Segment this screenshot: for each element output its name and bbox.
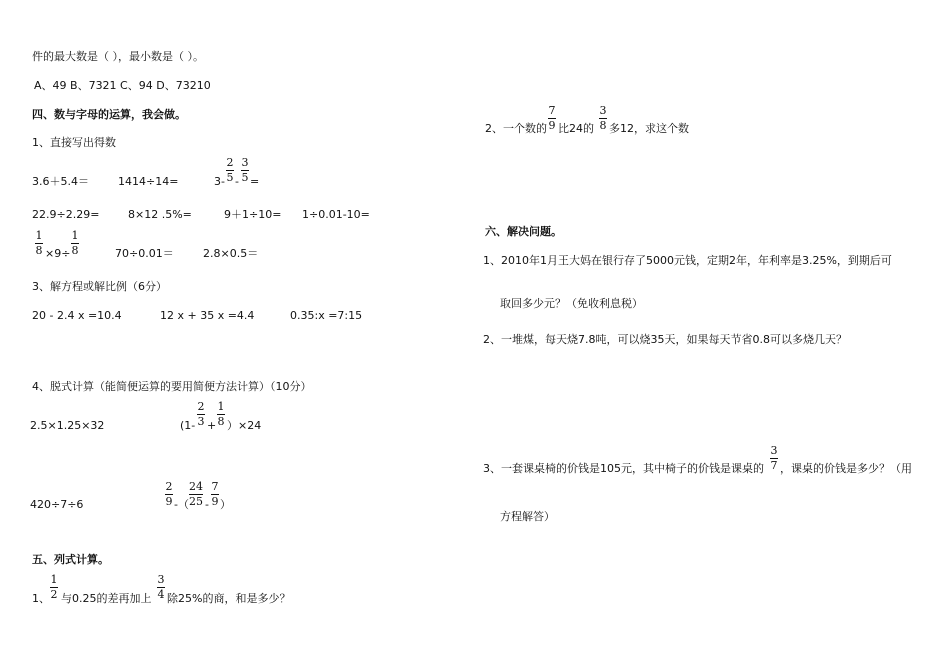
equation-1: 20 - 2.4 x =10.4 [32,309,122,322]
right-q2-mid: 比24的 [558,122,594,135]
choice-options: A、49 B、7321 C、94 D、73210 [34,79,211,92]
fraction-3-5: 3 5 [241,156,249,184]
calc-2-8-times-0-5: 2.8×0.5＝ [203,247,259,260]
right-q2-tail: 多12，求这个数 [609,122,689,135]
list-calc-1-mid: 与0.25的差再加上 [61,592,152,605]
problem-2: 2、一堆煤，每天烧7.8吨，可以烧35天，如果每天节省0.8可以多烧几天？ [483,333,847,346]
calc-70-div-0-01: 70÷0.01＝ [115,247,174,260]
calc-1414-div-14: 1414÷14= [118,175,179,188]
calc-9-plus-1-div-10: 9＋1÷10= [224,208,282,221]
calc-1-div-0-01: 1÷0.01-10= [302,208,370,221]
problem-3-line2: 方程解答） [500,510,555,523]
question-3-label: 3、解方程或解比例（6分） [32,280,167,293]
calc-minus: - [205,498,209,511]
calc-2-5-times: 2.5×1.25×32 [30,419,105,432]
calc-minus-paren: -（ [174,498,189,511]
calc-paren-open: (1- [180,419,196,432]
equation-3: 0.35:x =7:15 [290,309,363,322]
fraction-1-8-c: 1 8 [217,400,225,428]
calc-420-div: 420÷7÷6 [30,498,84,511]
calc-22-9-div: 22.9÷2.29= [32,208,100,221]
problem-3-line1-suffix: ，课桌的价钱是多少？（用 [780,462,912,475]
section-4-heading: 四、数与字母的运算，我会做。 [32,108,186,121]
fraction-2-3: 2 3 [197,400,205,428]
calc-paren-close-times-24: ）×24 [227,419,262,432]
calc-3-minus-part2: - [235,175,239,188]
calc-8-times-12-5: 8×12 .5%= [128,208,192,221]
problem-3-line1-prefix: 3、一套课桌椅的价钱是105元，其中椅子的价钱是课桌的 [483,462,764,475]
calc-3-minus-part1: 3- [214,175,225,188]
section-6-heading: 六、解决问题。 [485,225,562,238]
choice-question-tail: 件的最大数是（ ），最小数是（ ）。 [32,50,204,63]
question-1-label: 1、直接写出得数 [32,136,116,149]
list-calc-1-prefix: 1、 [32,592,50,605]
calc-3-minus-part3: = [250,175,260,188]
fraction-1-2: 1 2 [50,573,58,601]
fraction-3-8: 3 8 [599,104,607,132]
calc-plus: + [207,419,217,432]
fraction-2-9: 2 9 [165,480,173,508]
fraction-3-7: 3 7 [770,444,778,472]
fraction-2-5: 2 5 [226,156,234,184]
section-5-heading: 五、列式计算。 [32,553,109,566]
fraction-3-4: 3 4 [157,573,165,601]
right-q2-prefix: 2、一个数的 [485,122,547,135]
question-4-label: 4、脱式计算（能简便运算的要用简便方法计算）（10分） [32,380,312,393]
problem-1-line1: 1、2010年1月王大妈在银行存了5000元钱，定期2年，年利率是3.25%，到期后可 [483,254,892,267]
problem-1-line2: 取回多少元？（免收利息税） [500,297,643,310]
list-calc-1-tail: 除25%的商，和是多少？ [167,592,291,605]
fraction-1-8-b: 1 8 [71,229,79,257]
equation-2: 12 x + 35 x =4.4 [160,309,255,322]
calc-paren-close: ） [220,498,231,511]
fraction-7-9-b: 7 9 [548,104,556,132]
fraction-1-8-a: 1 8 [35,229,43,257]
fraction-24-25: 24 25 [189,480,203,508]
calc-3-6-plus-5-4: 3.6＋5.4＝ [32,175,89,188]
fraction-7-9-a: 7 9 [211,480,219,508]
calc-times-9-div: ×9÷ [45,247,71,260]
